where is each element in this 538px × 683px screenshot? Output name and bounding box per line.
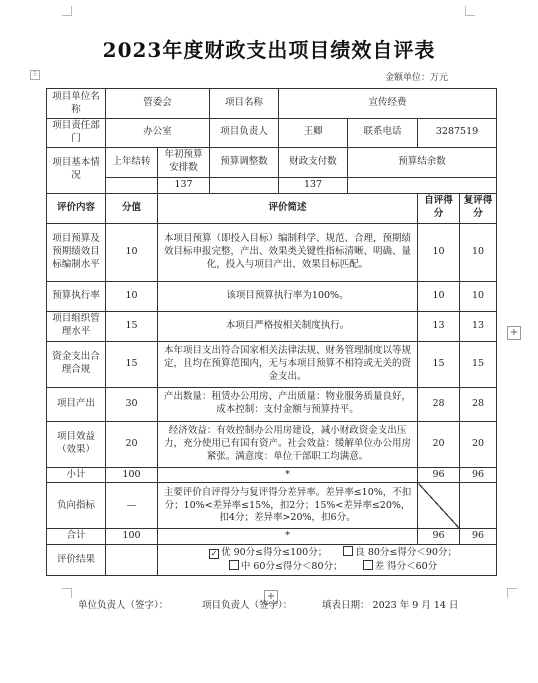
cell-label: 预算结余数 — [348, 147, 497, 177]
cell-value — [348, 177, 497, 193]
cell-label: 项目单位名称 — [47, 89, 106, 119]
negative-review — [460, 483, 497, 529]
total-desc: * — [158, 529, 418, 545]
info-row-budget-labels — [47, 147, 497, 177]
cell-label: 联系电话 — [348, 119, 418, 148]
row-score: 30 — [106, 387, 158, 421]
cell-label: 项目名称 — [210, 89, 279, 119]
subtotal-review: 96 — [460, 467, 497, 483]
cell-value: 宣传经费 — [279, 89, 497, 119]
footer-project-head: 项目负责人（签字）： — [202, 600, 293, 611]
row-review: 10 — [460, 223, 497, 281]
row-self: 10 — [418, 223, 460, 281]
total-self: 96 — [418, 529, 460, 545]
cell-value: 办公室 — [106, 119, 210, 148]
table-row — [47, 341, 497, 387]
row-desc: 本项目严格按相关制度执行。 — [158, 311, 418, 341]
row-desc: 经济效益：有效控制办公用房建设，减小财政资金支出压力，充分使用已有国有资产。社会效益：缓解单位办公用房紧张。满意度：单位干部职工均满意。 — [158, 421, 418, 467]
footer-date: 填表日期： 2023 年 9 月 14 日 — [322, 600, 459, 611]
subtotal-desc: * — [158, 467, 418, 483]
result-row — [47, 545, 497, 576]
cell-value — [106, 177, 158, 193]
row-self: 28 — [418, 387, 460, 421]
result-blank — [106, 545, 158, 576]
footer-unit-head: 单位负责人（签字）： — [78, 600, 169, 611]
cell-label: 上年结转 — [106, 147, 158, 177]
cell-value: 王卿 — [279, 119, 348, 148]
total-review: 96 — [460, 529, 497, 545]
checkbox-medium[interactable] — [229, 560, 239, 570]
table-row — [47, 421, 497, 467]
option-poor: 差 得分＜60分 — [374, 561, 438, 573]
negative-self-diagonal — [418, 483, 460, 529]
row-review: 10 — [460, 281, 497, 311]
cell-value: 137 — [158, 177, 210, 193]
row-score: 20 — [106, 421, 158, 467]
header-self: 自评得分 — [418, 193, 460, 223]
cell-value — [210, 177, 279, 193]
row-content: 项目组织管理水平 — [47, 311, 106, 341]
row-content: 资金支出合理合规 — [47, 341, 106, 387]
negative-row — [47, 483, 497, 529]
header-content: 评价内容 — [47, 193, 106, 223]
info-row-unit — [47, 89, 497, 119]
amount-unit: 金额单位：万元 — [384, 73, 448, 83]
crop-mark-top-right — [465, 6, 475, 16]
total-score: 100 — [106, 529, 158, 545]
crop-mark-bottom-left — [62, 588, 72, 598]
cell-value: 管委会 — [106, 89, 210, 119]
table-row — [47, 387, 497, 421]
row-desc: 该项目预算执行率为100%。 — [158, 281, 418, 311]
cell-label: 预算调整数 — [210, 147, 279, 177]
result-line-1 — [172, 546, 494, 560]
row-review: 20 — [460, 421, 497, 467]
subtotal-label: 小计 — [47, 467, 106, 483]
add-row-button[interactable]: + — [264, 590, 278, 604]
crop-mark-top-left — [62, 6, 72, 16]
crop-mark-bottom-right — [507, 588, 517, 598]
table-row — [47, 281, 497, 311]
row-desc: 本项目预算（即投入目标）编制科学、规范、合理，预期绩效目标申报完整，产出、效果类关键性指标清晰、明确、量化，投入与项目产出、效果目标匹配。 — [158, 223, 418, 281]
result-label: 评价结果 — [47, 545, 106, 576]
negative-desc: 主要评价自评得分与复评得分差异率。差异率≤10%，不扣分；10%<差异率≤15%，扣2分；15%<差异率≤20%，扣4分；差异率>20%，扣6分。 — [158, 483, 418, 529]
row-self: 20 — [418, 421, 460, 467]
row-score: 10 — [106, 281, 158, 311]
subtotal-self: 96 — [418, 467, 460, 483]
cell-label: 项目负责人 — [210, 119, 279, 148]
total-row — [47, 529, 497, 545]
header-desc: 评价简述 — [158, 193, 418, 223]
cell-label: 项目基本情况 — [47, 147, 106, 193]
checkbox-poor[interactable] — [363, 560, 373, 570]
result-line-2 — [172, 560, 494, 574]
row-content: 项目产出 — [47, 387, 106, 421]
option-medium: 中 60分≤得分＜80分； — [240, 561, 343, 573]
total-label: 合计 — [47, 529, 106, 545]
row-review: 28 — [460, 387, 497, 421]
row-review: 13 — [460, 311, 497, 341]
subtotal-score: 100 — [106, 467, 158, 483]
row-self: 13 — [418, 311, 460, 341]
checkbox-good[interactable] — [343, 546, 353, 556]
option-good: 良 80分≤得分＜90分； — [355, 547, 457, 559]
cell-label: 财政支付数 — [279, 147, 348, 177]
row-score: 10 — [106, 223, 158, 281]
result-options — [158, 545, 497, 576]
info-row-budget-values — [47, 177, 497, 193]
row-review: 15 — [460, 341, 497, 387]
table-move-handle-icon[interactable]: ⠿ — [30, 70, 40, 80]
header-row — [47, 193, 497, 223]
row-desc: 产出数量：租赁办公用房、产出质量：物业服务质量良好，成本控制：支付金额与预算持平。 — [158, 387, 418, 421]
cell-label: 项目责任部门 — [47, 119, 106, 148]
row-self: 15 — [418, 341, 460, 387]
row-content: 项目效益（效果） — [47, 421, 106, 467]
row-self: 10 — [418, 281, 460, 311]
table-row — [47, 223, 497, 281]
header-score: 分值 — [106, 193, 158, 223]
row-content: 预算执行率 — [47, 281, 106, 311]
header-review: 复评得分 — [460, 193, 497, 223]
info-row-dept — [47, 119, 497, 148]
cell-value: 137 — [279, 177, 348, 193]
evaluation-table — [46, 88, 497, 576]
table-row — [47, 311, 497, 341]
row-desc: 本年项目支出符合国家相关法律法规、财务管理制度以等规定，且均在预算范围内，无与本项目预算不相符或无关的资金支出。 — [158, 341, 418, 387]
negative-label: 负向指标 — [47, 483, 106, 529]
cell-label: 年初预算安排数 — [158, 147, 210, 177]
checkbox-excellent-checked[interactable]: ✓ — [210, 549, 218, 559]
subtotal-row — [47, 467, 497, 483]
row-content: 项目预算及预期绩效目标编制水平 — [47, 223, 106, 281]
negative-score: — — [106, 483, 158, 529]
option-excellent: 优 90分≤得分≤100分； — [221, 547, 328, 559]
row-score: 15 — [106, 341, 158, 387]
add-column-button[interactable]: + — [507, 326, 521, 340]
row-score: 15 — [106, 311, 158, 341]
cell-value: 3287519 — [418, 119, 497, 148]
document-title: 2023年度财政支出项目绩效自评表 — [102, 38, 436, 62]
